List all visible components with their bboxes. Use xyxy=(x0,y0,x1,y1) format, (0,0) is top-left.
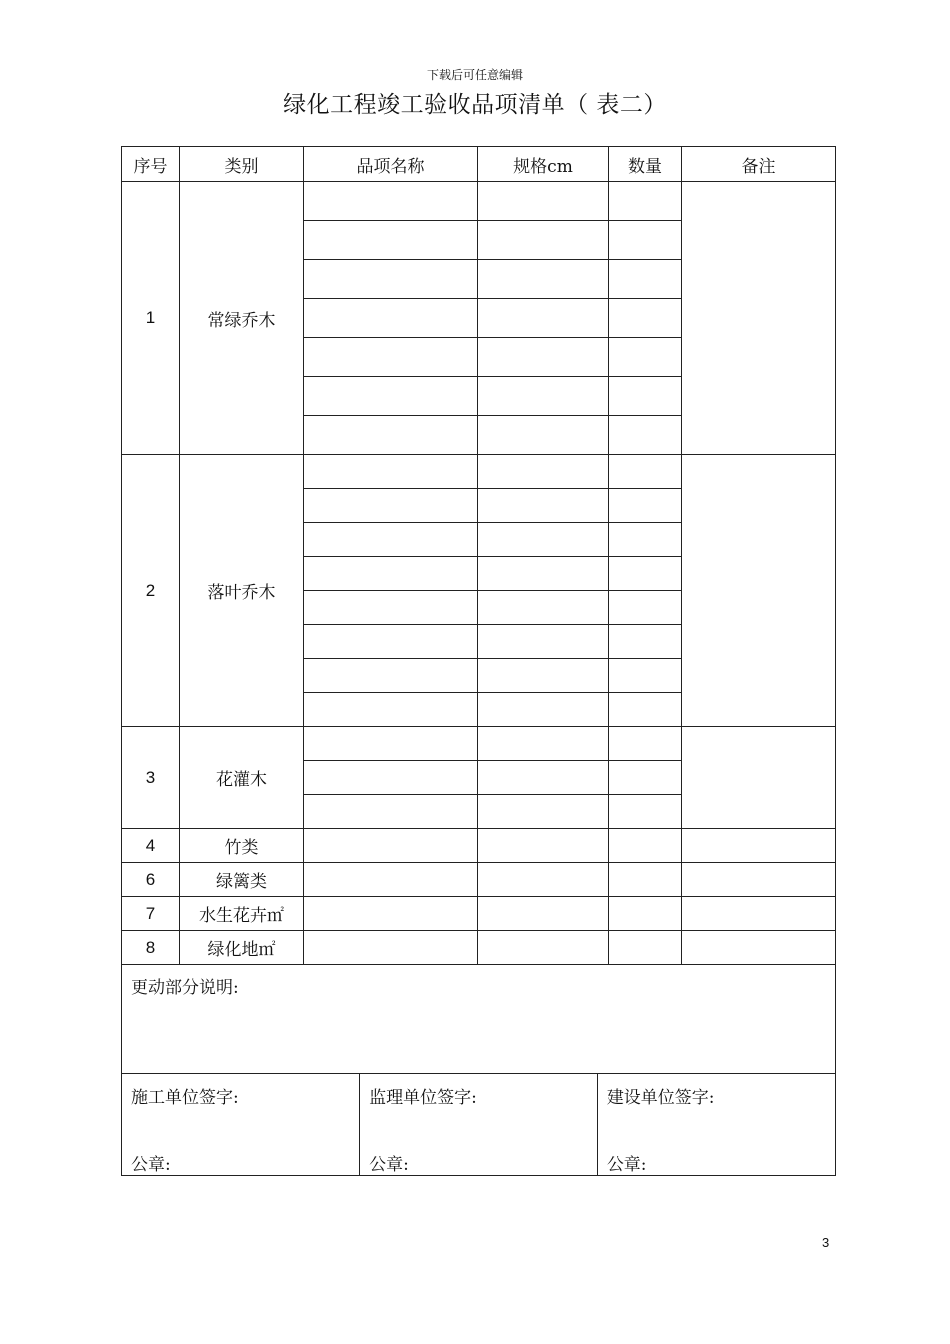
spec-cell[interactable] xyxy=(478,693,609,727)
row-number: 7 xyxy=(122,897,180,931)
spec-cell[interactable] xyxy=(478,727,609,761)
seal-label: 公章: xyxy=(369,1155,409,1175)
spec-cell[interactable] xyxy=(478,377,609,416)
table-row xyxy=(122,897,836,931)
remark-cell[interactable] xyxy=(682,727,836,829)
quantity-cell[interactable] xyxy=(609,338,682,377)
signature-section xyxy=(122,1074,836,1176)
spec-cell[interactable] xyxy=(478,260,609,299)
table-header-row xyxy=(122,147,836,182)
quantity-cell[interactable] xyxy=(609,625,682,659)
column-header: 品项名称 xyxy=(304,147,478,182)
quantity-cell[interactable] xyxy=(609,897,682,931)
remark-cell[interactable] xyxy=(682,931,836,965)
spec-cell[interactable] xyxy=(478,761,609,795)
remark-cell[interactable] xyxy=(682,897,836,931)
quantity-cell[interactable] xyxy=(609,931,682,965)
remark-cell[interactable] xyxy=(682,182,836,455)
spec-cell[interactable] xyxy=(478,182,609,221)
spec-cell[interactable] xyxy=(478,625,609,659)
quantity-cell[interactable] xyxy=(609,557,682,591)
spec-cell[interactable] xyxy=(478,221,609,260)
spec-cell[interactable] xyxy=(478,863,609,897)
page-title: 绿化工程竣工验收品项清单（ 表二） xyxy=(283,92,667,118)
column-header: 数量 xyxy=(609,147,682,182)
quantity-cell[interactable] xyxy=(609,693,682,727)
quantity-cell[interactable] xyxy=(609,455,682,489)
signature-construction[interactable] xyxy=(122,1074,360,1175)
item-name-cell[interactable] xyxy=(304,221,478,260)
item-name-cell[interactable] xyxy=(304,338,478,377)
signature-supervision[interactable] xyxy=(360,1074,598,1175)
remark-cell[interactable] xyxy=(682,863,836,897)
spec-cell[interactable] xyxy=(478,455,609,489)
row-category: 落叶乔木 xyxy=(180,455,304,727)
table-row xyxy=(122,727,836,761)
item-name-cell[interactable] xyxy=(304,863,478,897)
signature-label: 施工单位签字: xyxy=(131,1088,239,1108)
spec-cell[interactable] xyxy=(478,416,609,455)
spec-cell[interactable] xyxy=(478,299,609,338)
quantity-cell[interactable] xyxy=(609,299,682,338)
quantity-cell[interactable] xyxy=(609,489,682,523)
remark-cell[interactable] xyxy=(682,829,836,863)
table-row xyxy=(122,931,836,965)
change-note-label: 更动部分说明: xyxy=(131,978,239,998)
signature-owner[interactable] xyxy=(597,1074,835,1175)
page-number: 3 xyxy=(822,1235,830,1250)
inventory-table xyxy=(121,146,836,1176)
item-name-cell[interactable] xyxy=(304,693,478,727)
spec-cell[interactable] xyxy=(478,557,609,591)
row-number: 4 xyxy=(122,829,180,863)
item-name-cell[interactable] xyxy=(304,591,478,625)
column-header: 备注 xyxy=(682,147,836,182)
row-number: 6 xyxy=(122,863,180,897)
quantity-cell[interactable] xyxy=(609,659,682,693)
item-name-cell[interactable] xyxy=(304,659,478,693)
signature-row xyxy=(122,1074,836,1176)
seal-label: 公章: xyxy=(606,1155,647,1175)
item-name-cell[interactable] xyxy=(304,931,478,965)
item-name-cell[interactable] xyxy=(304,761,478,795)
table-row xyxy=(122,863,836,897)
quantity-cell[interactable] xyxy=(609,523,682,557)
item-name-cell[interactable] xyxy=(304,897,478,931)
item-name-cell[interactable] xyxy=(304,625,478,659)
row-number: 3 xyxy=(122,727,180,829)
item-name-cell[interactable] xyxy=(304,455,478,489)
quantity-cell[interactable] xyxy=(609,377,682,416)
quantity-cell[interactable] xyxy=(609,260,682,299)
item-name-cell[interactable] xyxy=(304,795,478,829)
header-note: 下载后可任意编辑 xyxy=(426,68,523,82)
item-name-cell[interactable] xyxy=(304,489,478,523)
column-header: 类别 xyxy=(180,147,304,182)
spec-cell[interactable] xyxy=(478,338,609,377)
spec-cell[interactable] xyxy=(478,897,609,931)
item-name-cell[interactable] xyxy=(304,557,478,591)
spec-cell[interactable] xyxy=(478,489,609,523)
row-number: 8 xyxy=(122,931,180,965)
quantity-cell[interactable] xyxy=(609,591,682,625)
signature-label: 建设单位签字: xyxy=(606,1088,715,1108)
item-name-cell[interactable] xyxy=(304,182,478,221)
item-name-cell[interactable] xyxy=(304,727,478,761)
row-category: 竹类 xyxy=(180,829,304,863)
signature-table xyxy=(122,1074,835,1175)
quantity-cell[interactable] xyxy=(609,795,682,829)
row-number: 1 xyxy=(122,182,180,455)
item-name-cell[interactable] xyxy=(304,260,478,299)
quantity-cell[interactable] xyxy=(609,761,682,795)
row-category: 花灌木 xyxy=(180,727,304,829)
remark-cell[interactable] xyxy=(682,455,836,727)
quantity-cell[interactable] xyxy=(609,416,682,455)
item-name-cell[interactable] xyxy=(304,829,478,863)
row-category: 绿篱类 xyxy=(180,863,304,897)
spec-cell[interactable] xyxy=(478,795,609,829)
row-category: 常绿乔木 xyxy=(180,182,304,455)
row-category: 绿化地㎡ xyxy=(180,931,304,965)
column-header: 序号 xyxy=(122,147,180,182)
item-name-cell[interactable] xyxy=(304,299,478,338)
column-header: 规格cm xyxy=(478,147,609,182)
quantity-cell[interactable] xyxy=(609,182,682,221)
row-number: 2 xyxy=(122,455,180,727)
spec-cell[interactable] xyxy=(478,829,609,863)
spec-cell[interactable] xyxy=(478,931,609,965)
table-row xyxy=(122,455,836,489)
change-note-row xyxy=(122,965,836,1074)
row-category: 水生花卉㎡ xyxy=(180,897,304,931)
item-name-cell[interactable] xyxy=(304,377,478,416)
quantity-cell[interactable] xyxy=(609,829,682,863)
table-row xyxy=(122,829,836,863)
table-row xyxy=(122,182,836,221)
quantity-cell[interactable] xyxy=(609,863,682,897)
item-name-cell[interactable] xyxy=(304,523,478,557)
quantity-cell[interactable] xyxy=(609,221,682,260)
seal-label: 公章: xyxy=(131,1155,171,1175)
signature-label: 监理单位签字: xyxy=(369,1088,477,1108)
quantity-cell[interactable] xyxy=(609,727,682,761)
spec-cell[interactable] xyxy=(478,523,609,557)
change-note-field[interactable] xyxy=(122,965,836,1074)
item-name-cell[interactable] xyxy=(304,416,478,455)
spec-cell[interactable] xyxy=(478,591,609,625)
spec-cell[interactable] xyxy=(478,659,609,693)
